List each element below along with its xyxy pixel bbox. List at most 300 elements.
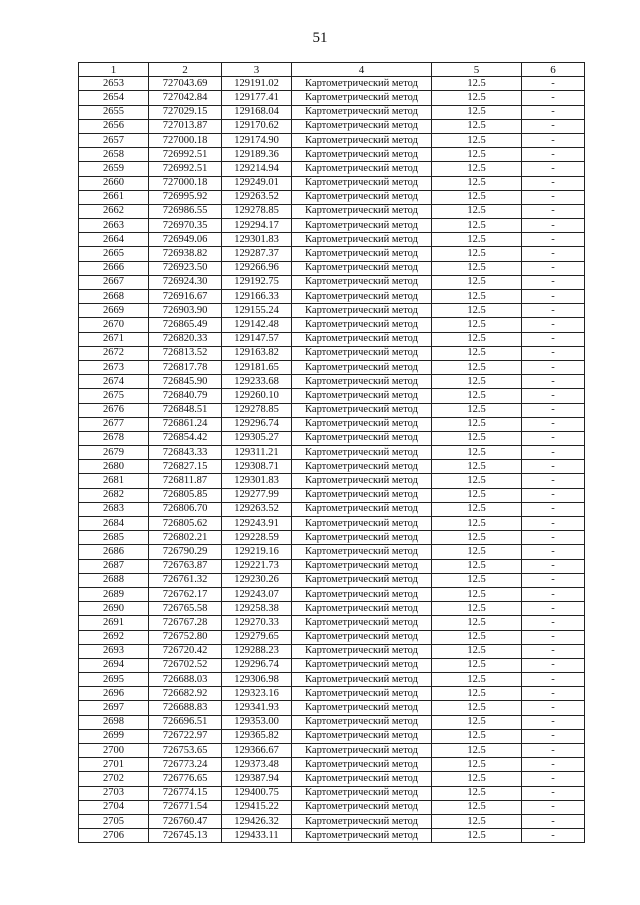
point-number-cell: 2690 [79, 602, 149, 616]
table-row [79, 261, 585, 275]
table-header-row [79, 63, 585, 77]
table-row [79, 403, 585, 417]
y-coordinate-cell: 129426.32 [222, 814, 292, 828]
note-cell: - [522, 616, 585, 630]
method-cell: Картометрический метод [292, 446, 432, 460]
x-coordinate-cell: 726970.35 [149, 219, 222, 233]
note-cell: - [522, 545, 585, 559]
method-cell: Картометрический метод [292, 431, 432, 445]
note-cell: - [522, 346, 585, 360]
note-cell: - [522, 91, 585, 105]
x-coordinate-cell: 726773.24 [149, 758, 222, 772]
y-coordinate-cell: 129228.59 [222, 531, 292, 545]
accuracy-cell: 12.5 [432, 630, 522, 644]
table-row [79, 247, 585, 261]
point-number-cell: 2699 [79, 729, 149, 743]
y-coordinate-cell: 129266.96 [222, 261, 292, 275]
note-cell: - [522, 814, 585, 828]
x-coordinate-cell: 726827.15 [149, 460, 222, 474]
accuracy-cell: 12.5 [432, 360, 522, 374]
y-coordinate-cell: 129177.41 [222, 91, 292, 105]
x-coordinate-cell: 726774.15 [149, 786, 222, 800]
method-cell: Картометрический метод [292, 772, 432, 786]
table-row [79, 502, 585, 516]
y-coordinate-cell: 129311.21 [222, 446, 292, 460]
accuracy-cell: 12.5 [432, 219, 522, 233]
method-cell: Картометрический метод [292, 261, 432, 275]
method-cell: Картометрический метод [292, 389, 432, 403]
note-cell: - [522, 602, 585, 616]
note-cell: - [522, 133, 585, 147]
note-cell: - [522, 375, 585, 389]
note-cell: - [522, 758, 585, 772]
method-cell: Картометрический метод [292, 403, 432, 417]
y-coordinate-cell: 129147.57 [222, 332, 292, 346]
point-number-cell: 2657 [79, 133, 149, 147]
table-row [79, 219, 585, 233]
accuracy-cell: 12.5 [432, 502, 522, 516]
table-row [79, 360, 585, 374]
note-cell: - [522, 261, 585, 275]
point-number-cell: 2688 [79, 573, 149, 587]
accuracy-cell: 12.5 [432, 77, 522, 91]
table-row [79, 517, 585, 531]
x-coordinate-cell: 726753.65 [149, 744, 222, 758]
y-coordinate-cell: 129219.16 [222, 545, 292, 559]
y-coordinate-cell: 129279.65 [222, 630, 292, 644]
method-cell: Картометрический метод [292, 602, 432, 616]
accuracy-cell: 12.5 [432, 105, 522, 119]
x-coordinate-cell: 726811.87 [149, 474, 222, 488]
y-coordinate-cell: 129433.11 [222, 829, 292, 843]
point-number-cell: 2685 [79, 531, 149, 545]
note-cell: - [522, 304, 585, 318]
y-coordinate-cell: 129191.02 [222, 77, 292, 91]
table-row [79, 573, 585, 587]
point-number-cell: 2664 [79, 233, 149, 247]
point-number-cell: 2691 [79, 616, 149, 630]
table-row [79, 176, 585, 190]
table-row [79, 389, 585, 403]
table-row [79, 275, 585, 289]
note-cell: - [522, 772, 585, 786]
table-row [79, 715, 585, 729]
table-row [79, 616, 585, 630]
accuracy-cell: 12.5 [432, 786, 522, 800]
method-cell: Картометрический метод [292, 162, 432, 176]
x-coordinate-cell: 726702.52 [149, 658, 222, 672]
method-cell: Картометрический метод [292, 318, 432, 332]
y-coordinate-cell: 129353.00 [222, 715, 292, 729]
table-row [79, 701, 585, 715]
table-row [79, 800, 585, 814]
accuracy-cell: 12.5 [432, 715, 522, 729]
method-cell: Картометрический метод [292, 77, 432, 91]
accuracy-cell: 12.5 [432, 91, 522, 105]
point-number-cell: 2658 [79, 148, 149, 162]
x-coordinate-cell: 726992.51 [149, 148, 222, 162]
x-coordinate-cell: 726745.13 [149, 829, 222, 843]
point-number-cell: 2655 [79, 105, 149, 119]
point-number-cell: 2682 [79, 488, 149, 502]
y-coordinate-cell: 129166.33 [222, 290, 292, 304]
method-cell: Картометрический метод [292, 375, 432, 389]
x-coordinate-cell: 726924.30 [149, 275, 222, 289]
x-coordinate-cell: 727043.69 [149, 77, 222, 91]
table-row [79, 91, 585, 105]
point-number-cell: 2667 [79, 275, 149, 289]
accuracy-cell: 12.5 [432, 233, 522, 247]
method-cell: Картометрический метод [292, 346, 432, 360]
column-header: 4 [292, 63, 432, 77]
method-cell: Картометрический метод [292, 332, 432, 346]
x-coordinate-cell: 726949.06 [149, 233, 222, 247]
x-coordinate-cell: 726720.42 [149, 644, 222, 658]
column-header: 1 [79, 63, 149, 77]
table-row [79, 474, 585, 488]
x-coordinate-cell: 726923.50 [149, 261, 222, 275]
point-number-cell: 2677 [79, 417, 149, 431]
note-cell: - [522, 446, 585, 460]
note-cell: - [522, 389, 585, 403]
accuracy-cell: 12.5 [432, 814, 522, 828]
note-cell: - [522, 800, 585, 814]
y-coordinate-cell: 129258.38 [222, 602, 292, 616]
method-cell: Картометрический метод [292, 360, 432, 374]
accuracy-cell: 12.5 [432, 346, 522, 360]
y-coordinate-cell: 129163.82 [222, 346, 292, 360]
accuracy-cell: 12.5 [432, 119, 522, 133]
table-row [79, 375, 585, 389]
point-number-cell: 2687 [79, 559, 149, 573]
y-coordinate-cell: 129214.94 [222, 162, 292, 176]
point-number-cell: 2674 [79, 375, 149, 389]
table-row [79, 190, 585, 204]
note-cell: - [522, 573, 585, 587]
point-number-cell: 2686 [79, 545, 149, 559]
accuracy-cell: 12.5 [432, 261, 522, 275]
method-cell: Картометрический метод [292, 573, 432, 587]
note-cell: - [522, 460, 585, 474]
table-row [79, 729, 585, 743]
note-cell: - [522, 318, 585, 332]
note-cell: - [522, 77, 585, 91]
note-cell: - [522, 204, 585, 218]
y-coordinate-cell: 129189.36 [222, 148, 292, 162]
point-number-cell: 2694 [79, 658, 149, 672]
y-coordinate-cell: 129142.48 [222, 318, 292, 332]
table-row [79, 133, 585, 147]
y-coordinate-cell: 129155.24 [222, 304, 292, 318]
method-cell: Картометрический метод [292, 616, 432, 630]
x-coordinate-cell: 727000.18 [149, 176, 222, 190]
method-cell: Картометрический метод [292, 758, 432, 772]
table-row [79, 460, 585, 474]
note-cell: - [522, 403, 585, 417]
note-cell: - [522, 715, 585, 729]
note-cell: - [522, 360, 585, 374]
accuracy-cell: 12.5 [432, 375, 522, 389]
point-number-cell: 2673 [79, 360, 149, 374]
table-row [79, 162, 585, 176]
table-row [79, 531, 585, 545]
table-row [79, 545, 585, 559]
note-cell: - [522, 190, 585, 204]
accuracy-cell: 12.5 [432, 644, 522, 658]
y-coordinate-cell: 129278.85 [222, 204, 292, 218]
page-number: 51 [312, 30, 328, 46]
accuracy-cell: 12.5 [432, 545, 522, 559]
accuracy-cell: 12.5 [432, 290, 522, 304]
accuracy-cell: 12.5 [432, 701, 522, 715]
point-number-cell: 2695 [79, 673, 149, 687]
x-coordinate-cell: 726854.42 [149, 431, 222, 445]
x-coordinate-cell: 726817.78 [149, 360, 222, 374]
x-coordinate-cell: 726916.67 [149, 290, 222, 304]
method-cell: Картометрический метод [292, 91, 432, 105]
method-cell: Картометрический метод [292, 290, 432, 304]
note-cell: - [522, 687, 585, 701]
note-cell: - [522, 176, 585, 190]
method-cell: Картометрический метод [292, 658, 432, 672]
table-row [79, 559, 585, 573]
x-coordinate-cell: 726806.70 [149, 502, 222, 516]
method-cell: Картометрический метод [292, 630, 432, 644]
point-number-cell: 2693 [79, 644, 149, 658]
note-cell: - [522, 219, 585, 233]
accuracy-cell: 12.5 [432, 531, 522, 545]
x-coordinate-cell: 726938.82 [149, 247, 222, 261]
y-coordinate-cell: 129243.07 [222, 587, 292, 601]
method-cell: Картометрический метод [292, 744, 432, 758]
method-cell: Картометрический метод [292, 829, 432, 843]
table-row [79, 829, 585, 843]
note-cell: - [522, 786, 585, 800]
accuracy-cell: 12.5 [432, 389, 522, 403]
y-coordinate-cell: 129387.94 [222, 772, 292, 786]
y-coordinate-cell: 129373.48 [222, 758, 292, 772]
method-cell: Картометрический метод [292, 687, 432, 701]
method-cell: Картометрический метод [292, 517, 432, 531]
accuracy-cell: 12.5 [432, 304, 522, 318]
accuracy-cell: 12.5 [432, 247, 522, 261]
x-coordinate-cell: 726688.83 [149, 701, 222, 715]
x-coordinate-cell: 727029.15 [149, 105, 222, 119]
x-coordinate-cell: 726805.85 [149, 488, 222, 502]
point-number-cell: 2698 [79, 715, 149, 729]
note-cell: - [522, 729, 585, 743]
x-coordinate-cell: 726776.65 [149, 772, 222, 786]
point-number-cell: 2671 [79, 332, 149, 346]
table-row [79, 602, 585, 616]
y-coordinate-cell: 129233.68 [222, 375, 292, 389]
y-coordinate-cell: 129305.27 [222, 431, 292, 445]
point-number-cell: 2704 [79, 800, 149, 814]
y-coordinate-cell: 129174.90 [222, 133, 292, 147]
accuracy-cell: 12.5 [432, 800, 522, 814]
accuracy-cell: 12.5 [432, 133, 522, 147]
x-coordinate-cell: 726903.90 [149, 304, 222, 318]
note-cell: - [522, 332, 585, 346]
y-coordinate-cell: 129288.23 [222, 644, 292, 658]
table-row [79, 446, 585, 460]
x-coordinate-cell: 726765.58 [149, 602, 222, 616]
method-cell: Картометрический метод [292, 460, 432, 474]
point-number-cell: 2703 [79, 786, 149, 800]
y-coordinate-cell: 129230.26 [222, 573, 292, 587]
method-cell: Картометрический метод [292, 233, 432, 247]
method-cell: Картометрический метод [292, 545, 432, 559]
column-header: 2 [149, 63, 222, 77]
y-coordinate-cell: 129181.65 [222, 360, 292, 374]
method-cell: Картометрический метод [292, 304, 432, 318]
x-coordinate-cell: 726790.29 [149, 545, 222, 559]
x-coordinate-cell: 726813.52 [149, 346, 222, 360]
x-coordinate-cell: 726848.51 [149, 403, 222, 417]
table-row [79, 417, 585, 431]
column-header: 6 [522, 63, 585, 77]
y-coordinate-cell: 129270.33 [222, 616, 292, 630]
accuracy-cell: 12.5 [432, 673, 522, 687]
accuracy-cell: 12.5 [432, 758, 522, 772]
point-number-cell: 2680 [79, 460, 149, 474]
point-number-cell: 2689 [79, 587, 149, 601]
y-coordinate-cell: 129287.37 [222, 247, 292, 261]
note-cell: - [522, 474, 585, 488]
coordinates-table [78, 62, 585, 843]
note-cell: - [522, 233, 585, 247]
point-number-cell: 2675 [79, 389, 149, 403]
y-coordinate-cell: 129366.67 [222, 744, 292, 758]
x-coordinate-cell: 726992.51 [149, 162, 222, 176]
y-coordinate-cell: 129168.04 [222, 105, 292, 119]
table-row [79, 814, 585, 828]
method-cell: Картометрический метод [292, 247, 432, 261]
accuracy-cell: 12.5 [432, 517, 522, 531]
y-coordinate-cell: 129306.98 [222, 673, 292, 687]
table-row [79, 77, 585, 91]
accuracy-cell: 12.5 [432, 332, 522, 346]
x-coordinate-cell: 726771.54 [149, 800, 222, 814]
point-number-cell: 2696 [79, 687, 149, 701]
accuracy-cell: 12.5 [432, 488, 522, 502]
method-cell: Картометрический метод [292, 275, 432, 289]
y-coordinate-cell: 129301.83 [222, 233, 292, 247]
table-row [79, 786, 585, 800]
note-cell: - [522, 148, 585, 162]
x-coordinate-cell: 726760.47 [149, 814, 222, 828]
y-coordinate-cell: 129277.99 [222, 488, 292, 502]
x-coordinate-cell: 726843.33 [149, 446, 222, 460]
y-coordinate-cell: 129263.52 [222, 190, 292, 204]
accuracy-cell: 12.5 [432, 772, 522, 786]
point-number-cell: 2679 [79, 446, 149, 460]
point-number-cell: 2676 [79, 403, 149, 417]
method-cell: Картометрический метод [292, 502, 432, 516]
point-number-cell: 2681 [79, 474, 149, 488]
point-number-cell: 2663 [79, 219, 149, 233]
note-cell: - [522, 829, 585, 843]
x-coordinate-cell: 726761.32 [149, 573, 222, 587]
y-coordinate-cell: 129294.17 [222, 219, 292, 233]
x-coordinate-cell: 726752.80 [149, 630, 222, 644]
x-coordinate-cell: 726995.92 [149, 190, 222, 204]
x-coordinate-cell: 726696.51 [149, 715, 222, 729]
y-coordinate-cell: 129221.73 [222, 559, 292, 573]
method-cell: Картометрический метод [292, 133, 432, 147]
method-cell: Картометрический метод [292, 800, 432, 814]
table-row [79, 758, 585, 772]
x-coordinate-cell: 726763.87 [149, 559, 222, 573]
table-row [79, 658, 585, 672]
method-cell: Картометрический метод [292, 673, 432, 687]
x-coordinate-cell: 726861.24 [149, 417, 222, 431]
table-row [79, 587, 585, 601]
table-row [79, 290, 585, 304]
table-row [79, 332, 585, 346]
method-cell: Картометрический метод [292, 219, 432, 233]
y-coordinate-cell: 129400.75 [222, 786, 292, 800]
table-row [79, 673, 585, 687]
x-coordinate-cell: 726986.55 [149, 204, 222, 218]
table-row [79, 148, 585, 162]
point-number-cell: 2653 [79, 77, 149, 91]
accuracy-cell: 12.5 [432, 829, 522, 843]
accuracy-cell: 12.5 [432, 275, 522, 289]
method-cell: Картометрический метод [292, 204, 432, 218]
note-cell: - [522, 531, 585, 545]
x-coordinate-cell: 726865.49 [149, 318, 222, 332]
accuracy-cell: 12.5 [432, 616, 522, 630]
note-cell: - [522, 431, 585, 445]
y-coordinate-cell: 129260.10 [222, 389, 292, 403]
x-coordinate-cell: 726762.17 [149, 587, 222, 601]
point-number-cell: 2670 [79, 318, 149, 332]
y-coordinate-cell: 129249.01 [222, 176, 292, 190]
accuracy-cell: 12.5 [432, 658, 522, 672]
point-number-cell: 2661 [79, 190, 149, 204]
point-number-cell: 2706 [79, 829, 149, 843]
point-number-cell: 2705 [79, 814, 149, 828]
accuracy-cell: 12.5 [432, 431, 522, 445]
point-number-cell: 2672 [79, 346, 149, 360]
point-number-cell: 2697 [79, 701, 149, 715]
accuracy-cell: 12.5 [432, 190, 522, 204]
point-number-cell: 2668 [79, 290, 149, 304]
note-cell: - [522, 275, 585, 289]
x-coordinate-cell: 727000.18 [149, 133, 222, 147]
note-cell: - [522, 673, 585, 687]
method-cell: Картометрический метод [292, 814, 432, 828]
note-cell: - [522, 488, 585, 502]
x-coordinate-cell: 727042.84 [149, 91, 222, 105]
accuracy-cell: 12.5 [432, 687, 522, 701]
method-cell: Картометрический метод [292, 474, 432, 488]
point-number-cell: 2662 [79, 204, 149, 218]
table-row [79, 318, 585, 332]
method-cell: Картометрический метод [292, 644, 432, 658]
method-cell: Картометрический метод [292, 148, 432, 162]
point-number-cell: 2659 [79, 162, 149, 176]
method-cell: Картометрический метод [292, 559, 432, 573]
accuracy-cell: 12.5 [432, 148, 522, 162]
point-number-cell: 2701 [79, 758, 149, 772]
y-coordinate-cell: 129323.16 [222, 687, 292, 701]
table-row [79, 644, 585, 658]
method-cell: Картометрический метод [292, 105, 432, 119]
method-cell: Картометрический метод [292, 190, 432, 204]
x-coordinate-cell: 726805.62 [149, 517, 222, 531]
